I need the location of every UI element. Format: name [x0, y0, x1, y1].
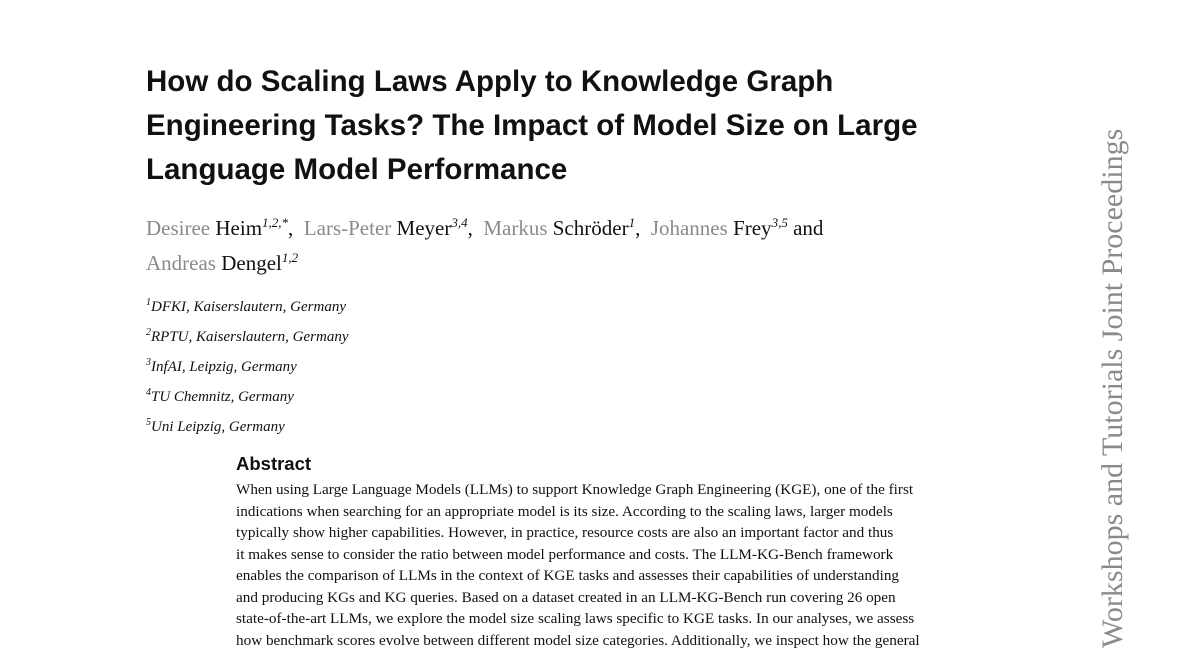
affiliation: $^1$DFKI, Kaiserslautern, Germany — [146, 290, 349, 320]
paper-title — [146, 60, 1046, 192]
title-line: Engineering Tasks? The Impact of Model Size on Large — [146, 104, 1046, 148]
proceedings-sidebar-text: Workshops and Tutorials Joint Proceedings — [1092, 129, 1134, 648]
abstract-line: typically show higher capabilities. However, in practice, resource costs are also an important factor and thus — [236, 522, 1056, 544]
author: Andreas Dengel$^{1,2}$ — [146, 251, 298, 275]
author-list — [146, 208, 1046, 278]
author: Markus Schröder$^1$, — [483, 216, 640, 240]
affiliation-list — [146, 290, 349, 440]
author-line — [146, 208, 1046, 243]
abstract-line: how benchmark scores evolve between different model size categories. Additionally, we inspect how the general — [236, 630, 1056, 651]
author: Lars-Peter Meyer$^{3,4}$, — [304, 216, 473, 240]
title-line: How do Scaling Laws Apply to Knowledge Graph — [146, 60, 1046, 104]
abstract-heading: Abstract — [236, 453, 311, 475]
abstract-line: enables the comparison of LLMs in the context of KGE tasks and assesses their capabilities of understanding — [236, 565, 1056, 587]
affiliation: $^5$Uni Leipzig, Germany — [146, 410, 349, 440]
abstract-line: When using Large Language Models (LLMs) to support Knowledge Graph Engineering (KGE), one of the first — [236, 479, 1056, 501]
author: Desiree Heim$^{1,2,*}$, — [146, 216, 293, 240]
affiliation: $^3$InfAI, Leipzig, Germany — [146, 350, 349, 380]
abstract-line: indications when searching for an appropriate model is its size. According to the scaling laws, larger models — [236, 501, 1056, 523]
abstract-line: state-of-the-art LLMs, we explore the model size scaling laws specific to KGE tasks. In our analyses, we assess — [236, 608, 1056, 630]
affiliation: $^4$TU Chemnitz, Germany — [146, 380, 349, 410]
author: Johannes Frey$^{3,5}$ and — [651, 216, 824, 240]
abstract-line: it makes sense to consider the ratio between model performance and costs. The LLM-KG-Bench framework — [236, 544, 1056, 566]
author-line — [146, 243, 1046, 278]
abstract-text — [236, 479, 1056, 651]
title-line: Language Model Performance — [146, 148, 1046, 192]
affiliation: $^2$RPTU, Kaiserslautern, Germany — [146, 320, 349, 350]
abstract-line: and producing KGs and KG queries. Based on a dataset created in an LLM-KG-Bench run covering 26 open — [236, 587, 1056, 609]
